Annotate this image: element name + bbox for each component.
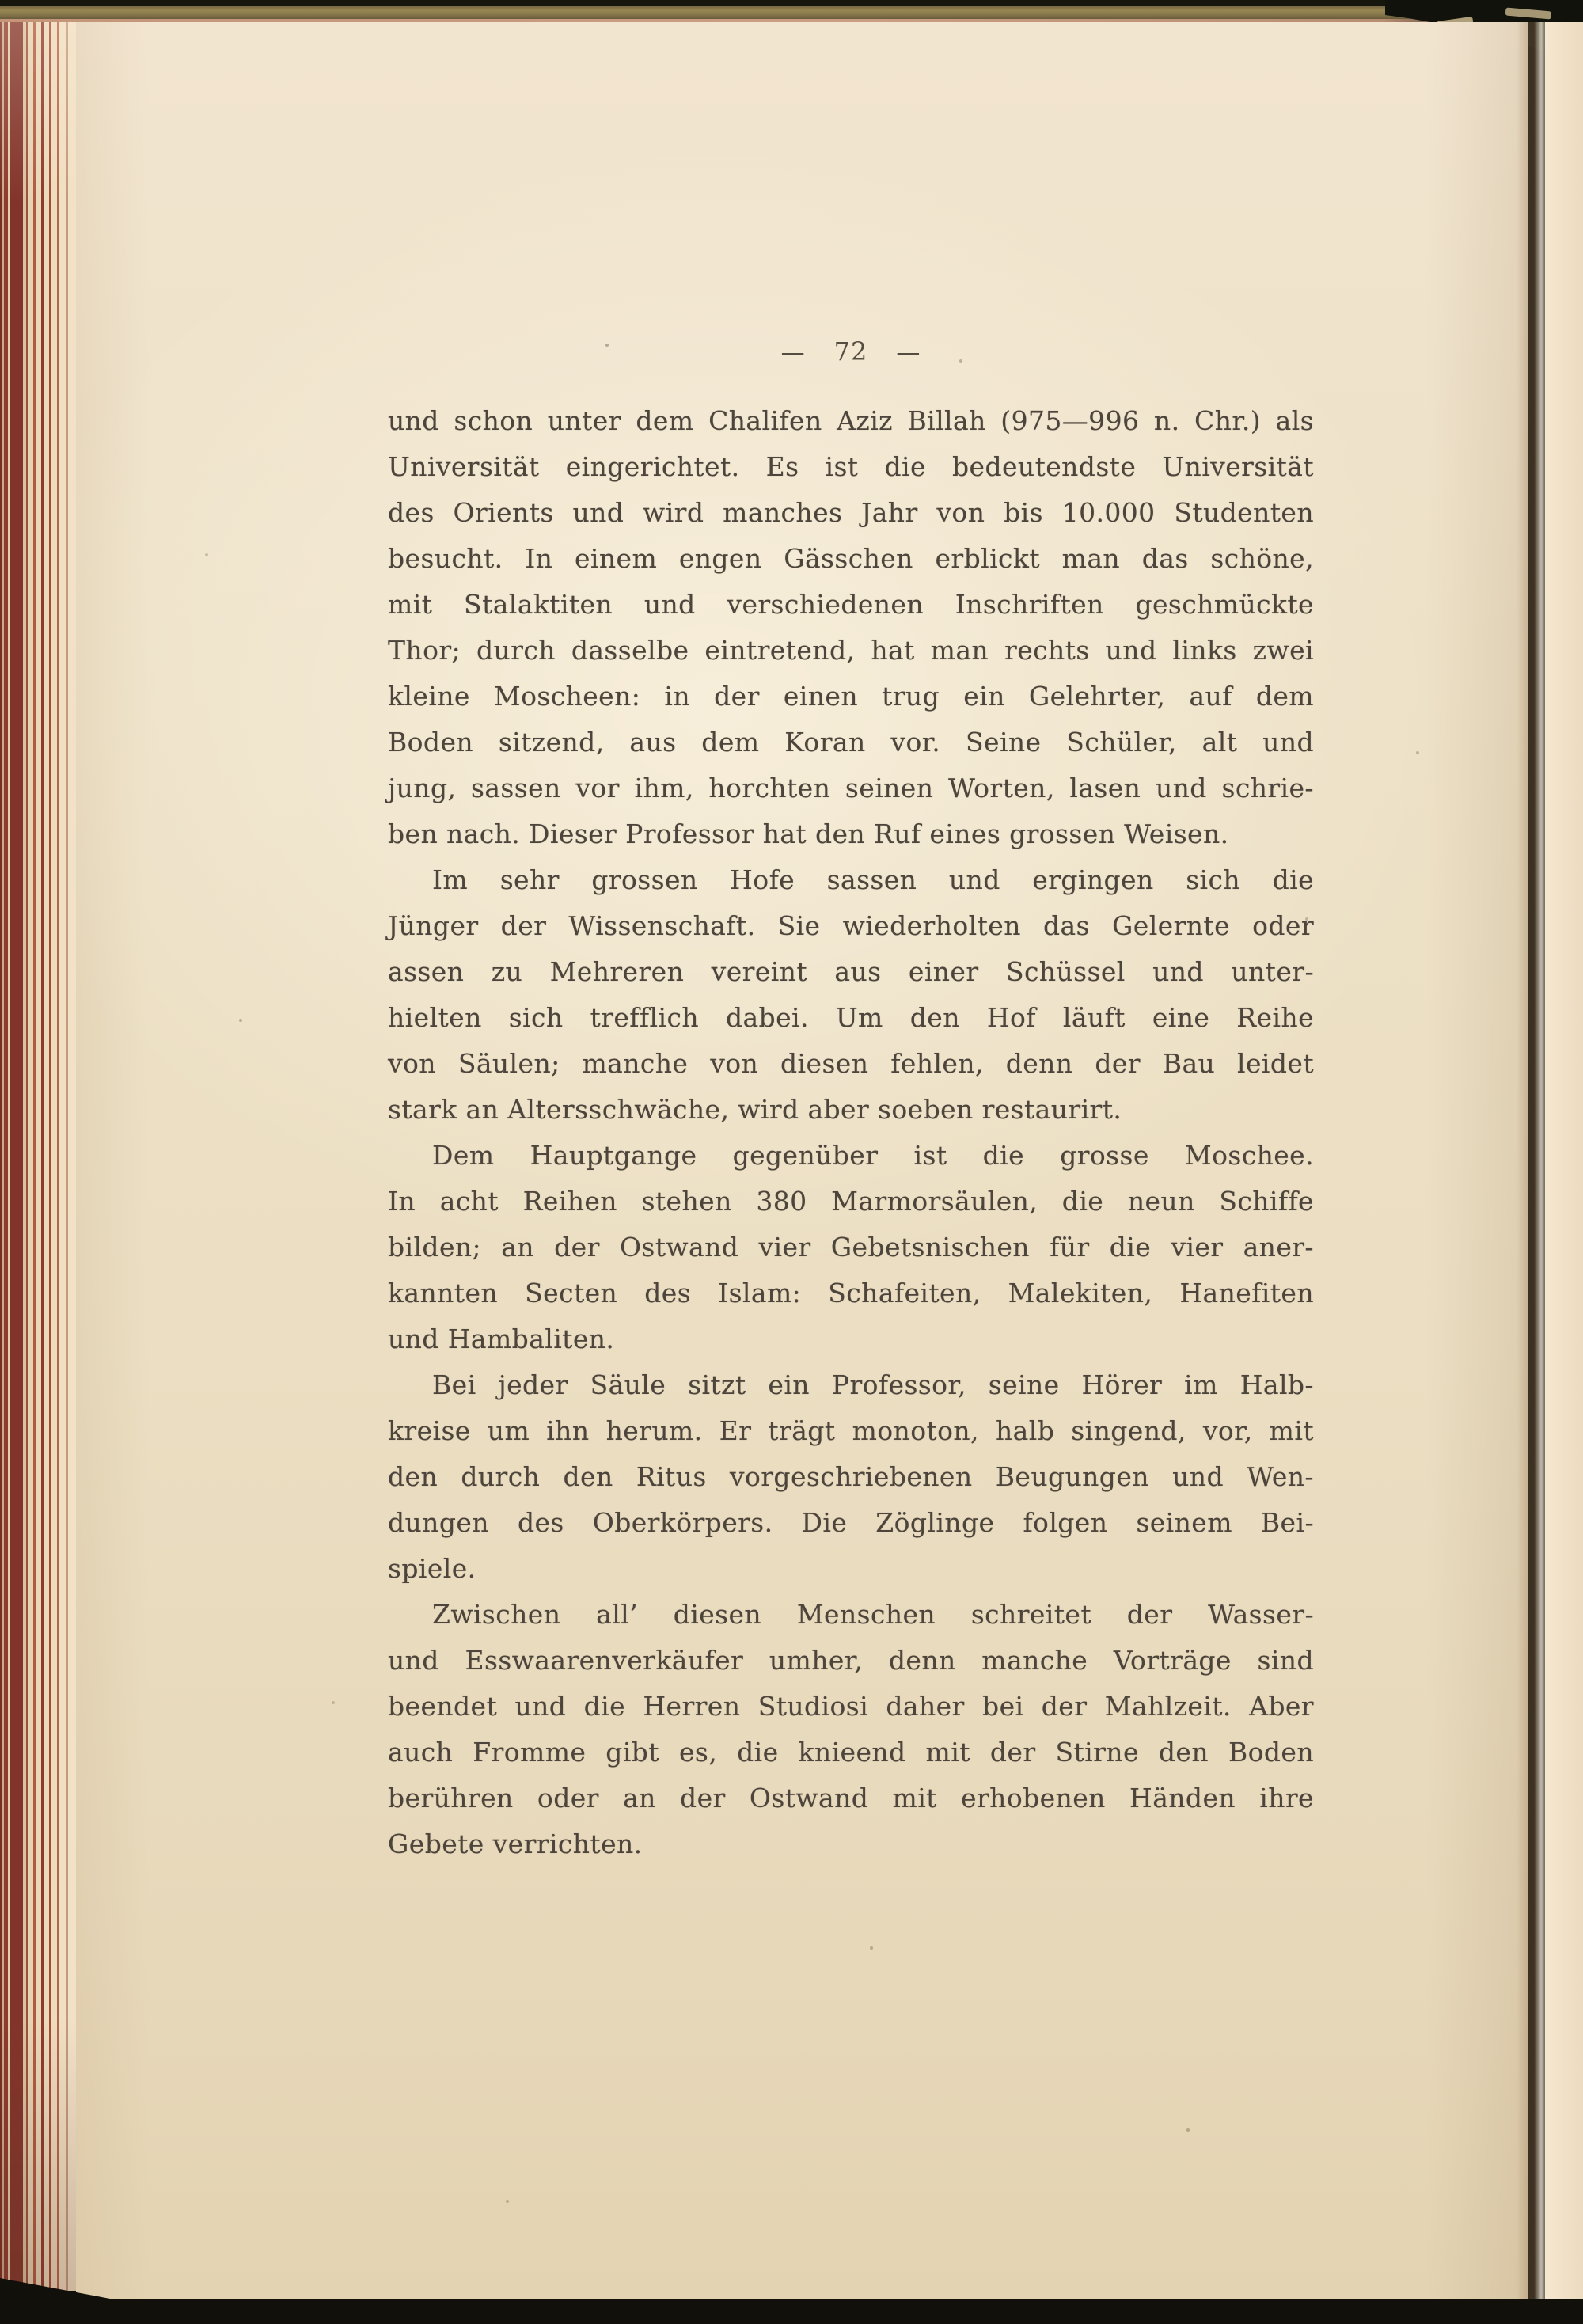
text-line: Zwischen all’ diesen Menschen schreitet der Wasser- <box>432 1599 1314 1630</box>
text-line: Gebete verrichten. <box>388 1828 643 1859</box>
page-content <box>388 328 1314 1867</box>
text-line: kreise um ihn herum. Er trägt monoton, halb singend, vor, mit <box>388 1415 1314 1446</box>
scan-bottom-background <box>0 2299 1583 2324</box>
text-line: auch Fromme gibt es, die knieend mit der Stirne den Boden <box>388 1737 1314 1768</box>
header-dash-left: — <box>780 339 806 366</box>
text-line: mit Stalaktiten und verschiedenen Inschriften geschmückte <box>388 589 1314 620</box>
paper-specks <box>76 22 78 24</box>
text-line: beendet und die Herren Studiosi daher bei der Mahlzeit. Aber <box>388 1691 1314 1722</box>
text-line: besucht. In einem engen Gässchen erblickt man das schöne, <box>388 543 1314 574</box>
text-line: von Säulen; manche von diesen fehlen, denn der Bau leidet <box>388 1048 1314 1079</box>
text-line: Boden sitzend, aus dem Koran vor. Seine Schüler, alt und <box>388 727 1314 758</box>
text-line: stark an Altersschwäche, wird aber soeben restaurirt. <box>388 1094 1122 1125</box>
text-column <box>388 398 1314 1867</box>
page-number-header <box>388 328 1314 374</box>
page-block-left-edges <box>0 22 76 2291</box>
text-line: Thor; durch dasselbe eintretend, hat man rechts und links zwei <box>388 635 1314 666</box>
adjacent-page-edge <box>1545 22 1583 2300</box>
text-line: und Esswaarenverkäufer umher, denn manche Vorträge sind <box>388 1645 1314 1676</box>
page-gutter-fold <box>1517 22 1548 2299</box>
page-number: 72 <box>833 336 868 366</box>
book-cover-top-band <box>0 6 1583 19</box>
text-line: Jünger der Wissenschaft. Sie wiederholten das Gelernte oder <box>388 910 1314 941</box>
text-line: und schon unter dem Chalifen Aziz Billah (975—996 n. Chr.) als <box>388 405 1314 436</box>
text-line: kleine Moscheen: in der einen trug ein Gelehrter, auf dem <box>388 681 1314 712</box>
text-line: spiele. <box>388 1553 476 1584</box>
text-line: Universität eingerichtet. Es ist die bedeutendste Universität <box>388 451 1314 482</box>
text-line: berühren oder an der Ostwand mit erhobenen Händen ihre <box>388 1783 1314 1813</box>
text-line: dungen des Oberkörpers. Die Zöglinge folgen seinem Bei- <box>388 1507 1314 1538</box>
book-page <box>76 22 1528 2299</box>
text-line: kannten Secten des Islam: Schafeiten, Malekiten, Hanefiten <box>388 1278 1314 1308</box>
text-line: Dem Hauptgange gegenüber ist die grosse Moschee. <box>432 1140 1314 1171</box>
header-dash-right: — <box>896 339 921 366</box>
text-line: des Orients und wird manches Jahr von bis 10.000 Studenten <box>388 497 1314 528</box>
text-line: assen zu Mehreren vereint aus einer Schüssel und unter- <box>388 956 1314 987</box>
text-line: ben nach. Dieser Professor hat den Ruf eines grossen Weisen. <box>388 818 1229 849</box>
text-line: bilden; an der Ostwand vier Gebetsnischen für die vier aner- <box>388 1232 1314 1263</box>
text-line: hielten sich trefflich dabei. Um den Hof läuft eine Reihe <box>388 1002 1314 1033</box>
text-line: jung, sassen vor ihm, horchten seinen Worten, lasen und schrie- <box>388 773 1314 803</box>
text-line: In acht Reihen stehen 380 Marmorsäulen, die neun Schiffe <box>388 1186 1314 1217</box>
text-line: Bei jeder Säule sitzt ein Professor, seine Hörer im Halb- <box>432 1369 1314 1400</box>
text-line: Im sehr grossen Hofe sassen und ergingen sich die <box>432 864 1314 895</box>
text-line: und Hambaliten. <box>388 1323 615 1354</box>
text-line: den durch den Ritus vorgeschriebenen Beugungen und Wen- <box>388 1461 1314 1492</box>
